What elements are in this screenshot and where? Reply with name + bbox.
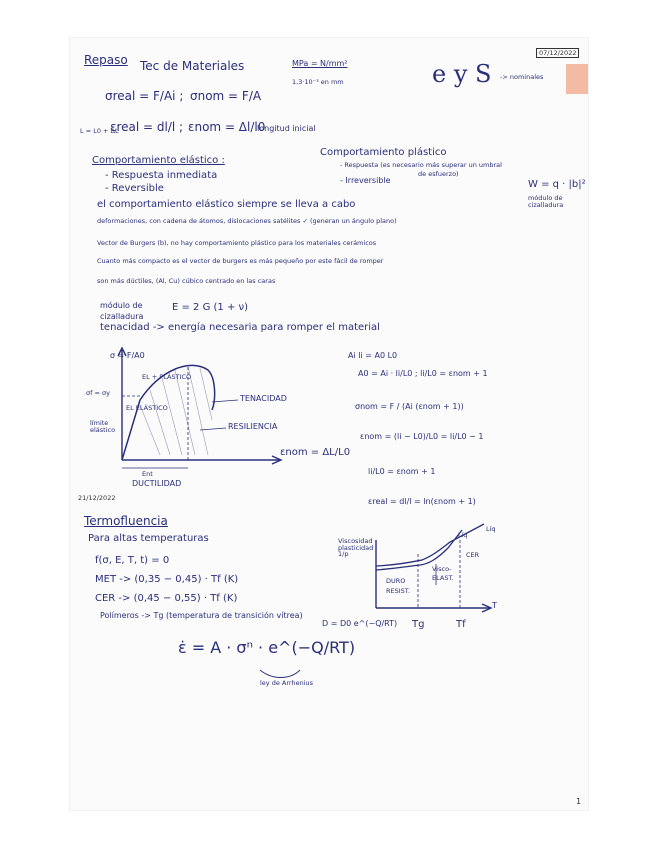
eps-prefix: L = L0 + ΔL bbox=[80, 127, 119, 135]
eys: e y S bbox=[432, 60, 492, 88]
elastico-title: Comportamiento elástico : bbox=[92, 155, 225, 166]
resiliencia-label: RESILIENCIA bbox=[228, 422, 278, 431]
date-box: 07/12/2022 bbox=[536, 48, 579, 58]
tg-label: Tg bbox=[412, 619, 425, 630]
lim-elastico: límite elástico bbox=[90, 419, 116, 434]
deriv-4: εnom = (li − L0)/L0 = li/L0 − 1 bbox=[360, 432, 484, 441]
visco-label: Visco- bbox=[432, 565, 452, 573]
tf-label: Tf bbox=[456, 619, 466, 630]
longitud-inicial: longitud inicial bbox=[257, 124, 316, 133]
note-line-4: Cuanto más compacto es el vector de burgers es más pequeño por este fácil de romper bbox=[97, 257, 384, 265]
resist-label: RESIST. bbox=[386, 587, 411, 595]
section2-title: Termofluencia bbox=[84, 514, 168, 528]
section2-subtitle: Para altas temperaturas bbox=[88, 533, 209, 544]
section2-date: 21/12/2022 bbox=[78, 494, 116, 502]
sigma-nom: σnom = F/A bbox=[190, 89, 262, 103]
sigma-real: σreal = F/Ai ; bbox=[105, 89, 184, 103]
graph1-y-label: σ = F/A0 bbox=[110, 351, 145, 360]
nominales: -> nominales bbox=[500, 73, 544, 81]
polimeros-line: Polímeros -> Tg (temperatura de transición vítrea) bbox=[100, 611, 303, 620]
ductilidad: DUCTILIDAD bbox=[132, 479, 182, 488]
plastico-title: Comportamiento plástico bbox=[320, 147, 447, 158]
cer-line: CER -> (0,45 − 0,55) · Tf (K) bbox=[95, 593, 238, 604]
el-plastico: EL + PLÁSTICO bbox=[142, 373, 192, 381]
eps-t: Ent bbox=[142, 470, 153, 478]
elast-label: ELAST. bbox=[432, 574, 454, 582]
title: Repaso bbox=[84, 53, 128, 67]
tenacidad-note: tenacidad -> energía necesaria para romper el material bbox=[100, 322, 380, 333]
ley-arrhenius: ley de Arrhenius bbox=[260, 679, 314, 687]
subject: Tec de Materiales bbox=[140, 59, 245, 73]
graph1-y-tick: σf = σy bbox=[86, 389, 110, 397]
graph1-x-label: εnom = ΔL/L0 bbox=[280, 447, 351, 458]
deriv-5: li/L0 = εnom + 1 bbox=[368, 467, 436, 476]
deriv-6: εreal = dl/l = ln(εnom + 1) bbox=[368, 497, 476, 506]
plastico-1b: de esfuerzo) bbox=[418, 170, 459, 178]
note-line-1: el comportamiento elástico siempre se lleva a cabo bbox=[97, 199, 356, 210]
met-line: MET -> (0,35 − 0,45) · Tf (K) bbox=[95, 574, 239, 585]
deriv-2: A0 = Ai · li/L0 ; li/L0 = εnom + 1 bbox=[358, 369, 488, 378]
elastico-1: - Respuesta inmediata bbox=[105, 170, 218, 181]
modulo-label: módulo de bbox=[100, 301, 143, 310]
note-line-2: deformaciones, con cadena de átomos, dislocaciones satélites ✓ (generan un ángulo plano) bbox=[97, 217, 397, 225]
elastico-2: - Reversible bbox=[105, 183, 164, 194]
plastico-2: - Irreversible bbox=[340, 176, 391, 185]
graph2-y-label: Viscosidad plasticidad 1/p bbox=[338, 537, 374, 558]
el-elastico: EL ELÁSTICO bbox=[126, 404, 168, 412]
liq-2: Líq bbox=[486, 525, 496, 533]
mpa-bottom: 1,3·10⁻³ en mm bbox=[292, 78, 344, 86]
duro-label: DURO bbox=[386, 577, 406, 585]
note-line-3: Vector de Burgers (b), no hay comportamiento plástico para los materiales cerámicos bbox=[97, 239, 377, 247]
tenacidad-label: TENACIDAD bbox=[240, 394, 287, 403]
modulo-formula: E = 2 G (1 + ν) bbox=[172, 302, 249, 313]
big-equation: ε̇ = A · σⁿ · e^(−Q/RT) bbox=[178, 638, 356, 657]
t-axis-label: T bbox=[492, 601, 497, 610]
plastico-1: - Respuesta (es necesario más superar un umbral bbox=[340, 161, 502, 169]
mpa-top: MPa = N/mm² bbox=[292, 59, 348, 68]
eps-real: εreal = dl/l ; bbox=[110, 120, 184, 134]
deriv-1: Ai li = A0 L0 bbox=[348, 351, 398, 360]
page-number: 1 bbox=[576, 797, 582, 806]
w-formula: W = q · |b|² bbox=[528, 179, 586, 190]
note-line-5: son más dúctiles, (Al, Cu) cúbico centrado en las caras bbox=[97, 277, 276, 285]
cizalladura-label: cizalladura bbox=[100, 312, 144, 321]
modulo-cizalladura-note: módulo de cizalladura bbox=[528, 194, 564, 209]
liq-1: Líq bbox=[458, 531, 468, 539]
deriv-3: σnom = F / (Ai (εnom + 1)) bbox=[355, 402, 464, 411]
d-equation: D = D0 e^(−Q/RT) bbox=[322, 619, 398, 628]
eps-nom: εnom = Δl/l0 bbox=[188, 120, 266, 134]
f-line: f(σ, E, T, t) = 0 bbox=[95, 555, 170, 566]
cer-label: CER bbox=[466, 551, 480, 559]
